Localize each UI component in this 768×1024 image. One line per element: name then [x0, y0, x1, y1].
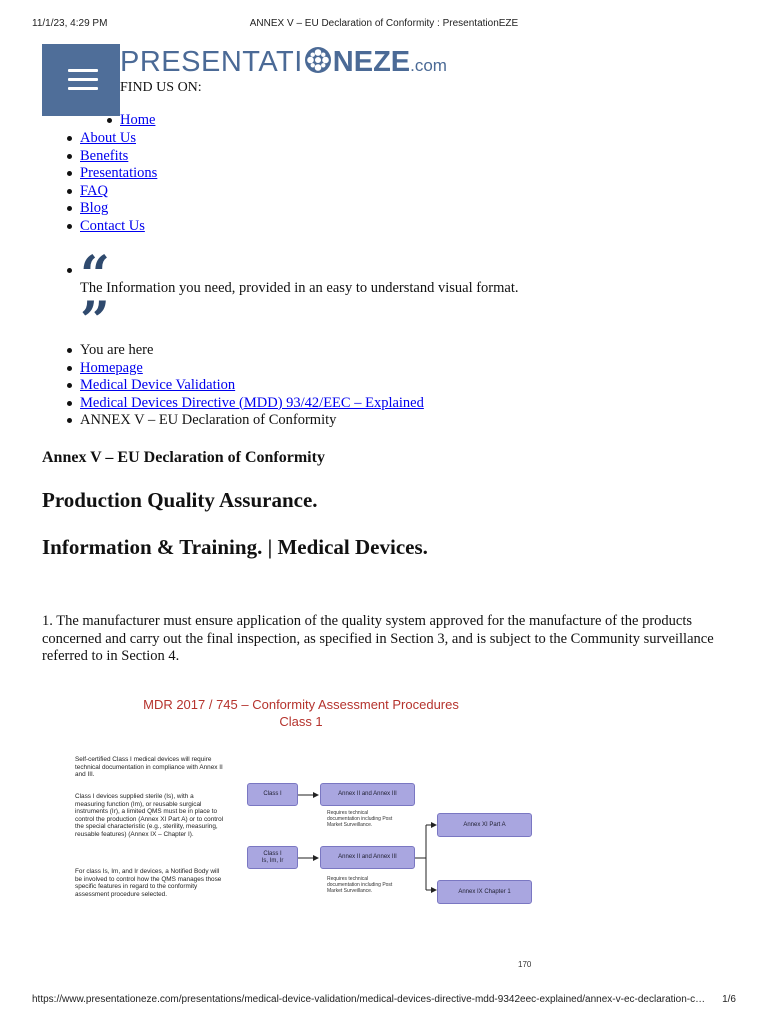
site-logo[interactable] [120, 46, 447, 82]
breadcrumb-item [80, 377, 424, 395]
slide-note-top: Requires technical documentation including Post Market Surveillance. [327, 810, 393, 828]
nav-link-presentations[interactable]: Presentations [80, 165, 158, 181]
breadcrumb-link-validation[interactable]: Medical Device Validation [80, 377, 236, 393]
breadcrumb-current: ANNEX V – EU Declaration of Conformity [80, 412, 424, 430]
slide-note-bottom: Requires technical documentation including Post Market Surveillance. [327, 876, 393, 894]
section-heading-information: Information & Training. | Medical Devices. [42, 535, 428, 559]
nav-link-blog[interactable]: Blog [80, 200, 109, 216]
film-reel-icon [304, 46, 332, 79]
box-annex-ix-chapter-1: Annex IX Chapter 1 [437, 880, 532, 904]
quote-close-icon: ” [80, 296, 110, 328]
box-annex-ii-iii-bottom: Annex II and Annex III [320, 846, 415, 869]
breadcrumb-link-mdd[interactable]: Medical Devices Directive (MDD) 93/42/EEC – Explained [80, 394, 424, 411]
slide-title-line1: MDR 2017 / 745 – Conformity Assessment Procedures [143, 697, 459, 712]
slide-image [66, 690, 556, 980]
nav-link-about[interactable]: About Us [80, 130, 136, 146]
logo-text-part2: NEZE [332, 46, 411, 78]
slide-paragraph: For class Is, Im, and Ir devices, a Notified Body will be involved to control how the QMS manages those specific features in regard to the conformity assessment procedure selected. [75, 868, 222, 898]
nav-link-faq[interactable]: FAQ [80, 182, 108, 199]
breadcrumb-intro: You are here [80, 342, 424, 360]
logo-suffix: .com [410, 56, 447, 75]
logo-text-part1: PRESENTATI [120, 46, 303, 78]
nav-item-about [80, 130, 157, 148]
print-title: ANNEX V – EU Declaration of Conformity : PresentationEZE [249, 18, 519, 29]
box-class-1: Class I [247, 783, 298, 806]
nav-item-presentations [80, 165, 157, 183]
box-class-1-special: Class I Is, Im, Ir [247, 846, 298, 869]
slide-title-line2: Class 1 [279, 714, 323, 729]
nav-item-blog [80, 200, 157, 218]
nav-item-contact [80, 218, 157, 236]
print-page-number: 1/6 [722, 994, 736, 1005]
nav-item-benefits [80, 148, 157, 166]
slide-paragraph: Self-certified Class I medical devices will require technical documentation in compliance with Annex II and III. [75, 756, 223, 779]
print-url: https://www.presentationeze.com/presentations/medical-device-validation/medical-devices-directive-mdd-9342eec-explained/annex-v-ec-declaration-c… [32, 994, 706, 1005]
body-paragraph: 1. The manufacturer must ensure application of the quality system approved for the manufacture of the products concerned and carry out the final inspection, as specified in Section 3, and is subject to the Community surveillance referred to in Section 4. [42, 613, 714, 664]
page-title: Annex V – EU Declaration of Conformity [42, 449, 325, 466]
nav-link-contact[interactable]: Contact Us [80, 217, 145, 234]
print-datetime: 11/1/23, 4:29 PM [32, 18, 108, 29]
breadcrumb-item [80, 395, 424, 413]
breadcrumb-item [80, 360, 424, 378]
nav-item-faq [80, 183, 157, 201]
nav-link-benefits[interactable]: Benefits [80, 147, 129, 164]
menu-button[interactable] [42, 44, 120, 116]
print-header [32, 18, 736, 32]
breadcrumb [80, 342, 424, 430]
quote-bullet [67, 268, 72, 273]
slide-page-number: 170 [518, 960, 532, 969]
quote-open-icon: “ [80, 250, 110, 282]
find-us-label: FIND US ON: [120, 80, 202, 95]
section-heading-production: Production Quality Assurance. [42, 488, 318, 512]
nav-item-home [120, 112, 155, 130]
nav-home-list [120, 112, 155, 130]
slide-paragraph: Class I devices supplied sterile (Is), with a measuring function (Im), or reusable surgical instruments (Ir), a limited QMS must be in place to control the production (Annex XI Part A) or to control the special characteristic (e.g., sterility, measuring, reusable features) (Annex IX – Chapter I). [75, 793, 224, 838]
breadcrumb-link-homepage[interactable]: Homepage [80, 359, 143, 376]
box-annex-xi-part-a: Annex XI Part A [437, 813, 532, 837]
box-annex-ii-iii-top: Annex II and Annex III [320, 783, 415, 806]
print-footer [32, 994, 736, 1008]
nav-link-home[interactable]: Home [120, 112, 156, 128]
main-nav [80, 130, 157, 235]
tagline-quote: The Information you need, provided in an easy to understand visual format. [80, 280, 519, 296]
